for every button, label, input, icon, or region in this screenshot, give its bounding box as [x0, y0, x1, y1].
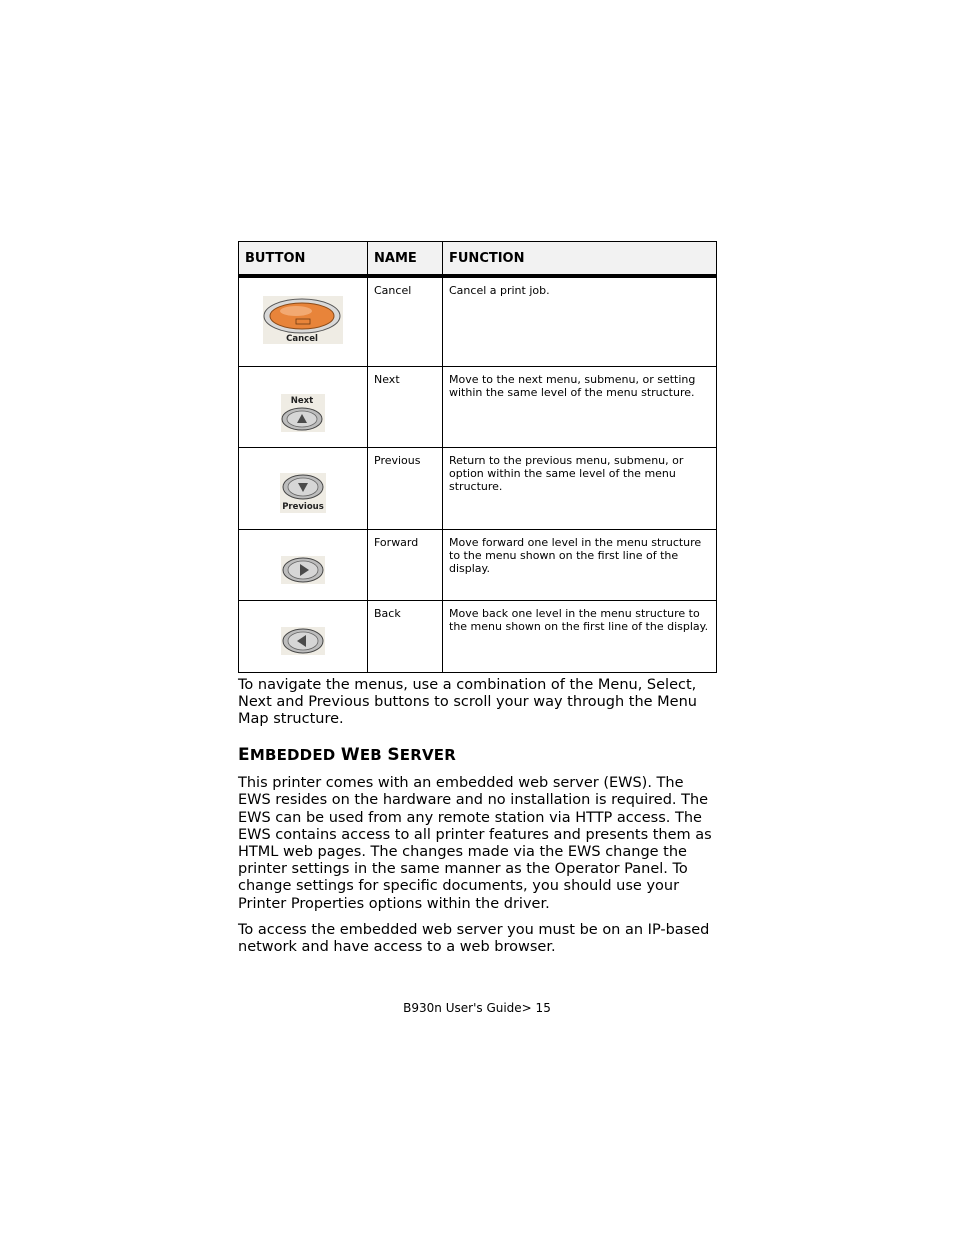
- heading-part: S: [387, 745, 400, 766]
- ews-paragraph-2: To access the embedded web server you must be on an IP-based network and have access to a web browser.: [238, 921, 710, 955]
- heading-part: ERVER: [399, 746, 456, 765]
- header-name: NAME: [368, 242, 443, 277]
- right-arrow-button-icon: [281, 556, 325, 584]
- header-button: BUTTON: [239, 242, 368, 277]
- heading-part: E: [238, 745, 250, 766]
- button-image-cell: [239, 529, 368, 600]
- row-function: Move back one level in the menu structure to the menu shown on the first line of the display.: [443, 600, 717, 672]
- table-row: [239, 276, 717, 366]
- next-image-label: Next: [290, 395, 314, 406]
- button-image-cell: [239, 366, 368, 447]
- page-footer: B930n User's Guide> 15: [403, 1001, 551, 1015]
- button-image-cell: [239, 600, 368, 672]
- row-name: Next: [368, 366, 443, 447]
- row-name: Forward: [368, 529, 443, 600]
- navigation-paragraph: To navigate the menus, use a combination of the Menu, Select, Next and Previous buttons to scroll your way through the Menu Map structure.: [238, 676, 697, 727]
- page-content: [238, 241, 716, 956]
- row-name: Back: [368, 600, 443, 672]
- heading-part: MBEDDED: [249, 746, 341, 765]
- table-row: [239, 447, 717, 529]
- row-function: Return to the previous menu, submenu, or option within the same level of the menu structure.: [443, 447, 717, 529]
- ews-paragraph-1: This printer comes with an embedded web server (EWS). The EWS resides on the hardware and no installation is required. The EWS can be used from any remote station via HTTP access. The EWS contains access to all printer features and presents them as HTML web pages. The changes made via the EWS change the printer settings in the same manner as the Operator Panel. To change settings for specific documents, you should use your Printer Properties options within the driver.: [238, 775, 712, 912]
- button-image-cell: [239, 276, 368, 366]
- heading-part: W: [340, 745, 360, 766]
- table-row: [239, 600, 717, 672]
- heading-part: EB: [359, 746, 388, 765]
- header-function: FUNCTION: [443, 242, 717, 277]
- down-arrow-button-icon: [280, 473, 326, 513]
- table-row: [239, 529, 717, 600]
- row-function: Cancel a print job.: [443, 276, 717, 366]
- up-arrow-button-icon: [281, 394, 325, 432]
- cancel-button-icon: [263, 296, 343, 344]
- previous-image-label: Previous: [282, 502, 324, 512]
- section-heading: [238, 745, 716, 765]
- button-image-cell: [239, 447, 368, 529]
- button-function-table: [238, 241, 717, 673]
- cancel-image-label: Cancel: [286, 333, 318, 344]
- left-arrow-button-icon: [281, 627, 325, 655]
- row-function: Move to the next menu, submenu, or setting within the same level of the menu structure.: [443, 366, 717, 447]
- row-name: Cancel: [368, 276, 443, 366]
- table-header-row: [239, 242, 717, 277]
- row-function: Move forward one level in the menu structure to the menu shown on the first line of the display.: [443, 529, 717, 600]
- row-name: Previous: [368, 447, 443, 529]
- table-row: [239, 366, 717, 447]
